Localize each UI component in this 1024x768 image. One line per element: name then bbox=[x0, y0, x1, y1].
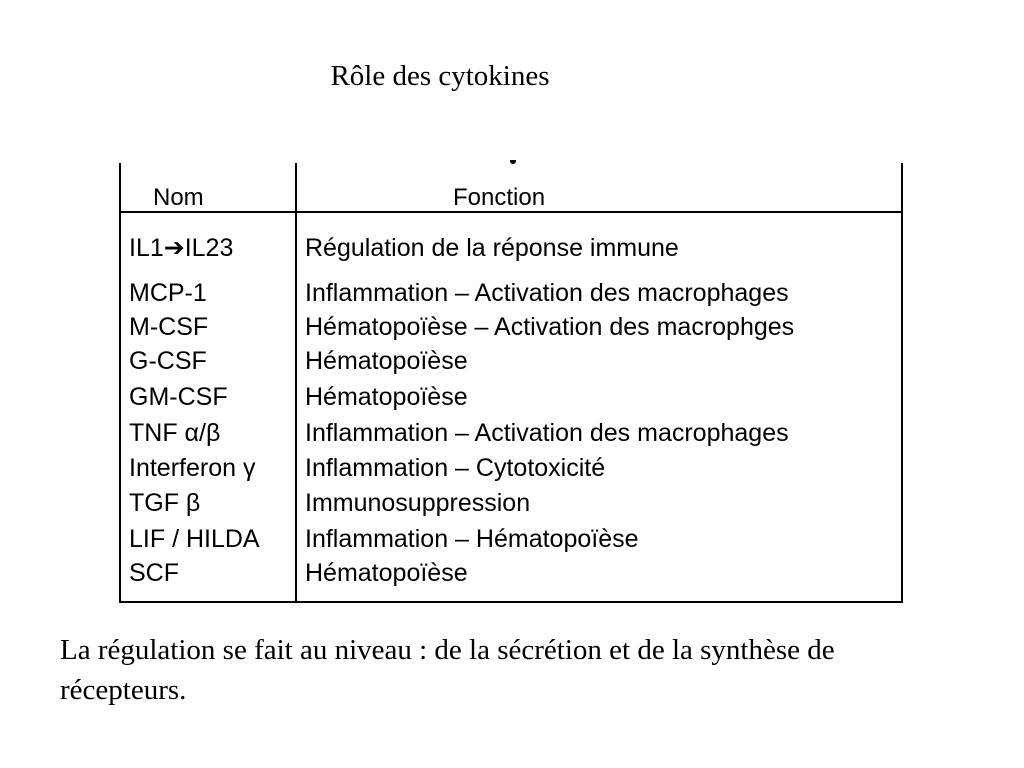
table-row bbox=[121, 451, 901, 485]
cytokine-name: IL1➔IL23 bbox=[129, 234, 234, 262]
cytokine-name: MCP-1 bbox=[129, 279, 207, 307]
cytokine-function: Inflammation – Hématopoïèse bbox=[305, 525, 639, 553]
cytokine-function: Régulation de la réponse immune bbox=[305, 234, 679, 262]
header-function: Fonction bbox=[453, 184, 546, 211]
slide-title: Rôle des cytokines bbox=[330, 60, 550, 92]
header-name: Nom bbox=[153, 184, 204, 211]
cytokine-function: Immunosuppression bbox=[305, 489, 531, 517]
cytokine-name: SCF bbox=[129, 559, 179, 587]
cropped-mark bbox=[510, 160, 516, 164]
cytokine-name: TNF α/β bbox=[129, 419, 221, 447]
cytokine-function: Hématopoïèse bbox=[305, 383, 468, 411]
cytokine-name: Interferon γ bbox=[129, 454, 256, 482]
table-row bbox=[121, 380, 901, 414]
cytokine-table bbox=[119, 163, 903, 603]
table-row bbox=[121, 556, 901, 590]
cytokine-name: TGF β bbox=[129, 489, 201, 517]
table-row bbox=[121, 344, 901, 378]
cytokine-name: GM-CSF bbox=[129, 383, 228, 411]
cytokine-function: Inflammation – Activation des macrophages bbox=[305, 419, 789, 447]
cytokine-function: Hématopoïèse bbox=[305, 559, 468, 587]
table-row bbox=[121, 276, 901, 310]
table-row bbox=[121, 486, 901, 520]
table-row bbox=[121, 522, 901, 556]
cytokine-function: Hématopoïèse – Activation des macrophges bbox=[305, 313, 795, 341]
cytokine-name: M-CSF bbox=[129, 313, 209, 341]
regulation-note: La régulation se fait au niveau : de la sécrétion et de la synthèse de récepteurs. bbox=[60, 634, 835, 706]
cytokine-function: Inflammation – Activation des macrophages bbox=[305, 279, 789, 307]
table-row bbox=[121, 416, 901, 450]
table-row bbox=[121, 310, 901, 344]
cytokine-function: Inflammation – Cytotoxicité bbox=[305, 454, 606, 482]
table-row bbox=[121, 231, 901, 265]
cytokine-name: LIF / HILDA bbox=[129, 525, 260, 553]
cytokine-function: Hématopoïèse bbox=[305, 347, 468, 375]
cytokine-name: G-CSF bbox=[129, 347, 207, 375]
